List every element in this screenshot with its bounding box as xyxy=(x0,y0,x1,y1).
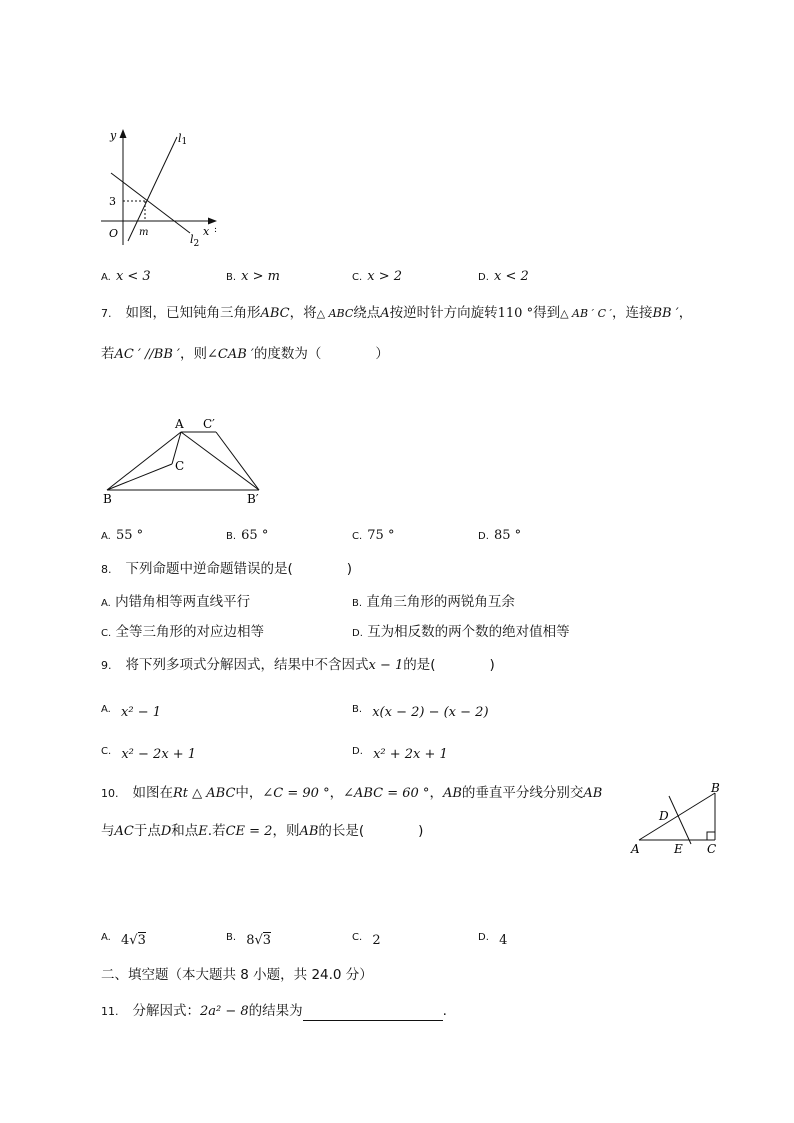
q6-option-b[interactable] xyxy=(226,265,280,284)
q10-option-c[interactable] xyxy=(352,929,381,948)
answer-blank[interactable] xyxy=(303,1008,443,1021)
text: 绕点 xyxy=(353,305,381,321)
question-number: 10. xyxy=(101,787,119,800)
option-letter: A. xyxy=(101,598,111,609)
q8-option-a[interactable] xyxy=(101,593,250,613)
option-letter: D. xyxy=(478,932,489,943)
option-letter: A. xyxy=(101,932,111,943)
option-letter: B. xyxy=(226,272,237,283)
option-letter: B. xyxy=(352,704,363,715)
math: AB xyxy=(299,824,319,839)
text: 和点 xyxy=(171,823,199,839)
q8-stem xyxy=(101,560,352,579)
option-text: 4 xyxy=(499,933,508,948)
option-letter: C. xyxy=(101,746,112,757)
math: ∠C = 90 ° xyxy=(262,786,330,801)
math: BB ′ xyxy=(652,306,679,321)
sqrt-sign: √ xyxy=(254,933,263,948)
label-B: B xyxy=(711,781,720,795)
text: ，则 xyxy=(272,823,300,839)
question-number: 11. xyxy=(101,1005,119,1018)
q6-option-c[interactable] xyxy=(352,265,402,284)
sqrt-sign: √ xyxy=(129,933,138,948)
label-l1: l1 xyxy=(178,132,188,147)
label-m: m xyxy=(139,227,149,238)
question-number: 7. xyxy=(101,307,112,320)
option-coef: 4 xyxy=(121,933,130,948)
text: 得到 xyxy=(533,305,561,321)
text: ，连接 xyxy=(611,305,653,321)
label-E: E xyxy=(674,842,683,856)
math: ∠ABC = 60 ° xyxy=(343,786,430,801)
q7-figure xyxy=(95,410,275,505)
text: 如图，已知钝角三角形 xyxy=(125,305,261,321)
option-letter: D. xyxy=(352,628,363,639)
option-text: 直角三角形的两锐角互余 xyxy=(366,594,515,610)
label-origin: O xyxy=(109,227,119,240)
label-x: x xyxy=(203,225,210,238)
text: 按逆时针方向旋转 xyxy=(389,305,498,321)
option-text: x² + 2x + 1 xyxy=(373,747,448,762)
text: 与 xyxy=(101,823,115,839)
math: CE = 2 xyxy=(225,824,273,839)
q7-option-a[interactable] xyxy=(101,524,143,543)
segment-C1B1 xyxy=(216,432,259,490)
text: 的度数为（ ） xyxy=(253,346,389,362)
q10-option-a[interactable] xyxy=(101,929,146,948)
label-l2: $l_2$ xyxy=(190,233,200,249)
label-C: C xyxy=(175,459,185,473)
math: AC xyxy=(114,824,134,839)
q9-stem xyxy=(101,656,495,675)
line-l1 xyxy=(128,137,177,241)
option-letter: C. xyxy=(101,628,112,639)
q8-option-d[interactable] xyxy=(352,623,570,643)
q6-figure xyxy=(95,125,225,255)
text: .若 xyxy=(207,823,226,839)
math: D xyxy=(160,824,172,839)
q7-stem-line1 xyxy=(101,304,692,323)
text: 将下列多项式分解因式，结果中不含因式 xyxy=(125,657,369,673)
label-y: y xyxy=(110,129,117,142)
q11-stem xyxy=(101,1002,447,1021)
math: x − 1 xyxy=(368,658,404,673)
option-letter: B. xyxy=(352,598,363,609)
q10-option-b[interactable] xyxy=(226,929,271,948)
option-letter: C. xyxy=(352,531,363,542)
text: ，则 xyxy=(180,346,208,362)
segment-AB1 xyxy=(181,432,259,490)
option-letter: D. xyxy=(352,746,363,757)
option-letter: A. xyxy=(101,531,111,542)
label-A: A xyxy=(631,842,640,856)
option-letter: C. xyxy=(352,272,363,283)
math: ABC xyxy=(260,306,290,321)
q7-option-c[interactable] xyxy=(352,524,394,543)
option-text: x² − 1 xyxy=(121,705,161,720)
label-B: B xyxy=(103,492,112,505)
math: AB xyxy=(583,786,603,801)
question-number: 8. xyxy=(101,563,112,576)
q7-option-b[interactable] xyxy=(226,524,268,543)
option-letter: B. xyxy=(226,531,237,542)
option-text: 内错角相等两直线平行 xyxy=(115,594,251,610)
y-axis-arrow xyxy=(120,129,127,138)
q10-figure xyxy=(625,778,730,858)
text: 的垂直平分线分别交 xyxy=(461,785,584,801)
option-text: 互为相反数的两个数的绝对值相等 xyxy=(367,624,570,640)
segment-BC xyxy=(107,464,172,490)
option-text: 75 ° xyxy=(367,528,395,543)
option-text: x > m xyxy=(241,269,280,284)
q8-option-b[interactable] xyxy=(352,593,515,613)
option-text: x > 2 xyxy=(367,269,403,284)
text: . xyxy=(442,1003,447,1019)
q10-stem-line1 xyxy=(101,784,602,803)
q9-option-a[interactable] xyxy=(101,701,161,720)
q9-option-c[interactable] xyxy=(101,743,196,762)
math: Rt △ ABC xyxy=(173,786,236,801)
option-letter: B. xyxy=(226,932,237,943)
option-text: x < 2 xyxy=(493,269,529,284)
section-title: 二、填空题（本大题共 8 小题，共 24.0 分） xyxy=(101,967,373,983)
math: △ AB ′ C ′ xyxy=(560,307,612,320)
math: 110 ° xyxy=(497,306,534,321)
option-text: x² − 2x + 1 xyxy=(121,747,197,762)
text: ，将 xyxy=(289,305,317,321)
text: 的长是( ) xyxy=(318,823,424,839)
option-text: 85 ° xyxy=(493,528,522,543)
perpendicular-bisector xyxy=(669,796,691,844)
math: A xyxy=(380,306,390,321)
segment-AB xyxy=(639,793,715,840)
text: ， xyxy=(678,305,693,321)
text: ， xyxy=(329,785,344,801)
label-C: C xyxy=(707,842,717,856)
q6-option-d[interactable] xyxy=(478,265,529,284)
math: △ ABC xyxy=(316,307,354,320)
option-letter: C. xyxy=(352,932,363,943)
x-axis-arrow xyxy=(208,218,217,225)
option-radicand: 3 xyxy=(262,933,272,948)
math: 2a² − 8 xyxy=(200,1004,249,1019)
q8-option-c[interactable] xyxy=(101,623,264,643)
q7-stem-line2 xyxy=(101,345,389,364)
option-coef: 8 xyxy=(246,933,255,948)
q7-option-d[interactable] xyxy=(478,524,521,543)
text: 下列命题中逆命题错误的是( ) xyxy=(125,561,353,577)
label-C1: C′ xyxy=(203,417,215,431)
option-text: x < 3 xyxy=(115,269,151,284)
label-three: 3 xyxy=(109,195,116,208)
text: 的是( ) xyxy=(403,657,495,673)
q10-stem-line2 xyxy=(101,822,423,841)
question-number: 9. xyxy=(101,659,112,672)
option-radicand: 3 xyxy=(137,933,146,948)
math: AC ′ //BB ′ xyxy=(114,347,181,362)
label-colon: : xyxy=(214,225,218,235)
label-B1: B′ xyxy=(247,492,259,505)
math: AB xyxy=(442,786,462,801)
option-letter: D. xyxy=(478,531,489,542)
text: ， xyxy=(429,785,443,801)
option-text: x(x − 2) − (x − 2) xyxy=(372,705,489,720)
right-angle-mark xyxy=(707,832,715,840)
q9-option-b[interactable] xyxy=(352,701,489,720)
option-text: 55 ° xyxy=(115,528,144,543)
text: 分解因式： xyxy=(132,1003,200,1019)
text: 如图在 xyxy=(132,785,173,801)
text: 于点 xyxy=(133,823,161,839)
q10-option-d[interactable] xyxy=(478,929,507,948)
text: 中， xyxy=(235,785,263,801)
text: 的结果为 xyxy=(248,1003,303,1019)
label-D: D xyxy=(659,809,669,823)
option-letter: A. xyxy=(101,272,111,283)
label-A: A xyxy=(175,417,184,431)
text: 若 xyxy=(101,346,115,362)
option-letter: D. xyxy=(478,272,489,283)
option-letter: A. xyxy=(101,704,111,715)
math: ∠CAB ′ xyxy=(207,347,254,362)
math: E xyxy=(198,824,208,839)
option-text: 全等三角形的对应边相等 xyxy=(115,624,264,640)
segment-BA xyxy=(107,432,181,490)
q6-option-a[interactable] xyxy=(101,265,151,284)
q9-option-d[interactable] xyxy=(352,743,448,762)
option-text: 2 xyxy=(372,933,381,948)
option-text: 65 ° xyxy=(241,528,269,543)
